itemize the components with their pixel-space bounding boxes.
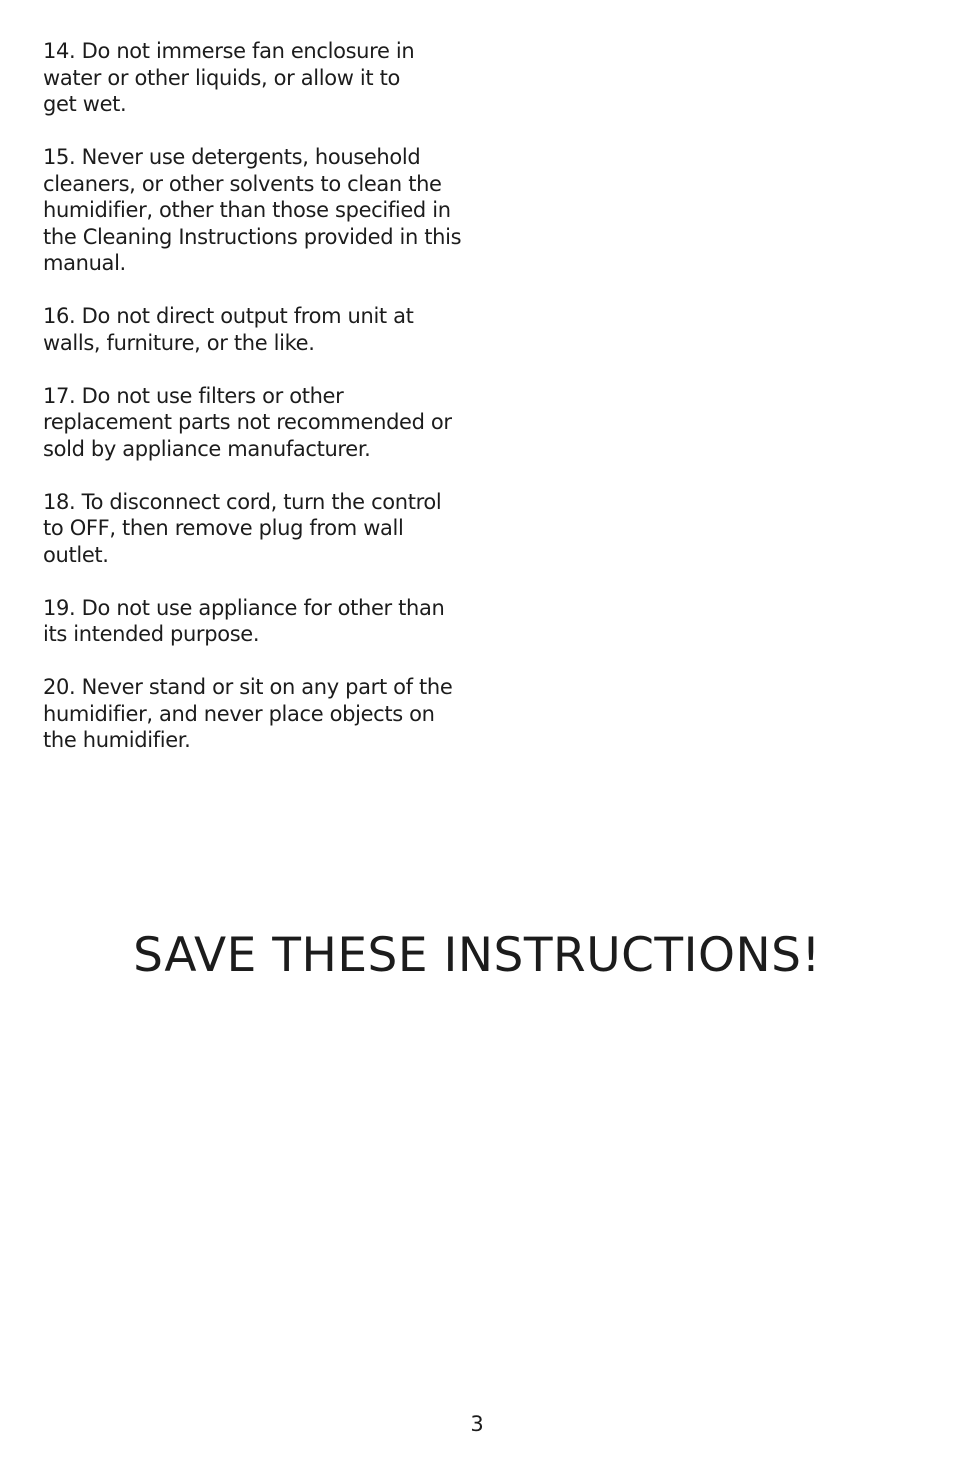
instruction-line: outlet. — [43, 542, 109, 567]
instruction-line: 19. Do not use appliance for other than — [43, 595, 445, 620]
instruction-line: manual. — [43, 251, 126, 275]
instruction-line: cleaners, or other solvents to clean the — [43, 171, 442, 196]
instruction-line: humidifier, and never place objects on — [43, 701, 435, 726]
instruction-line: replacement parts not recommended or — [43, 410, 452, 434]
instruction-19 — [43, 595, 473, 648]
instruction-line: to OFF, then remove plug from wall — [43, 516, 404, 540]
instruction-line: 20. Never stand or sit on any part of the — [43, 675, 453, 699]
save-instructions-heading: SAVE THESE INSTRUCTIONS! — [133, 928, 821, 983]
instruction-line: 18. To disconnect cord, turn the control — [43, 489, 442, 514]
instruction-line: 15. Never use detergents, household — [43, 145, 421, 169]
safety-instructions-list — [43, 38, 473, 780]
instruction-line: the Cleaning Instructions provided in this — [43, 224, 462, 249]
instruction-line: sold by appliance manufacturer. — [43, 436, 371, 461]
instruction-20 — [43, 674, 473, 754]
instruction-15 — [43, 144, 473, 277]
instruction-line: water or other liquids, or allow it to — [43, 65, 400, 90]
instruction-line: walls, furniture, or the like. — [43, 330, 315, 355]
instruction-line: humidifier, other than those specified in — [43, 198, 451, 222]
instruction-line: get wet. — [43, 92, 127, 116]
instruction-line: the humidifier. — [43, 728, 191, 752]
instruction-17 — [43, 383, 473, 463]
instruction-line: its intended purpose. — [43, 622, 260, 646]
instruction-line: 17. Do not use filters or other — [43, 383, 344, 408]
instruction-line: 16. Do not direct output from unit at — [43, 304, 414, 328]
page-number: 3 — [470, 1412, 484, 1436]
instruction-14 — [43, 38, 473, 118]
instruction-18 — [43, 489, 473, 569]
instruction-16 — [43, 303, 473, 356]
instruction-line: 14. Do not immerse fan enclosure in — [43, 39, 415, 63]
